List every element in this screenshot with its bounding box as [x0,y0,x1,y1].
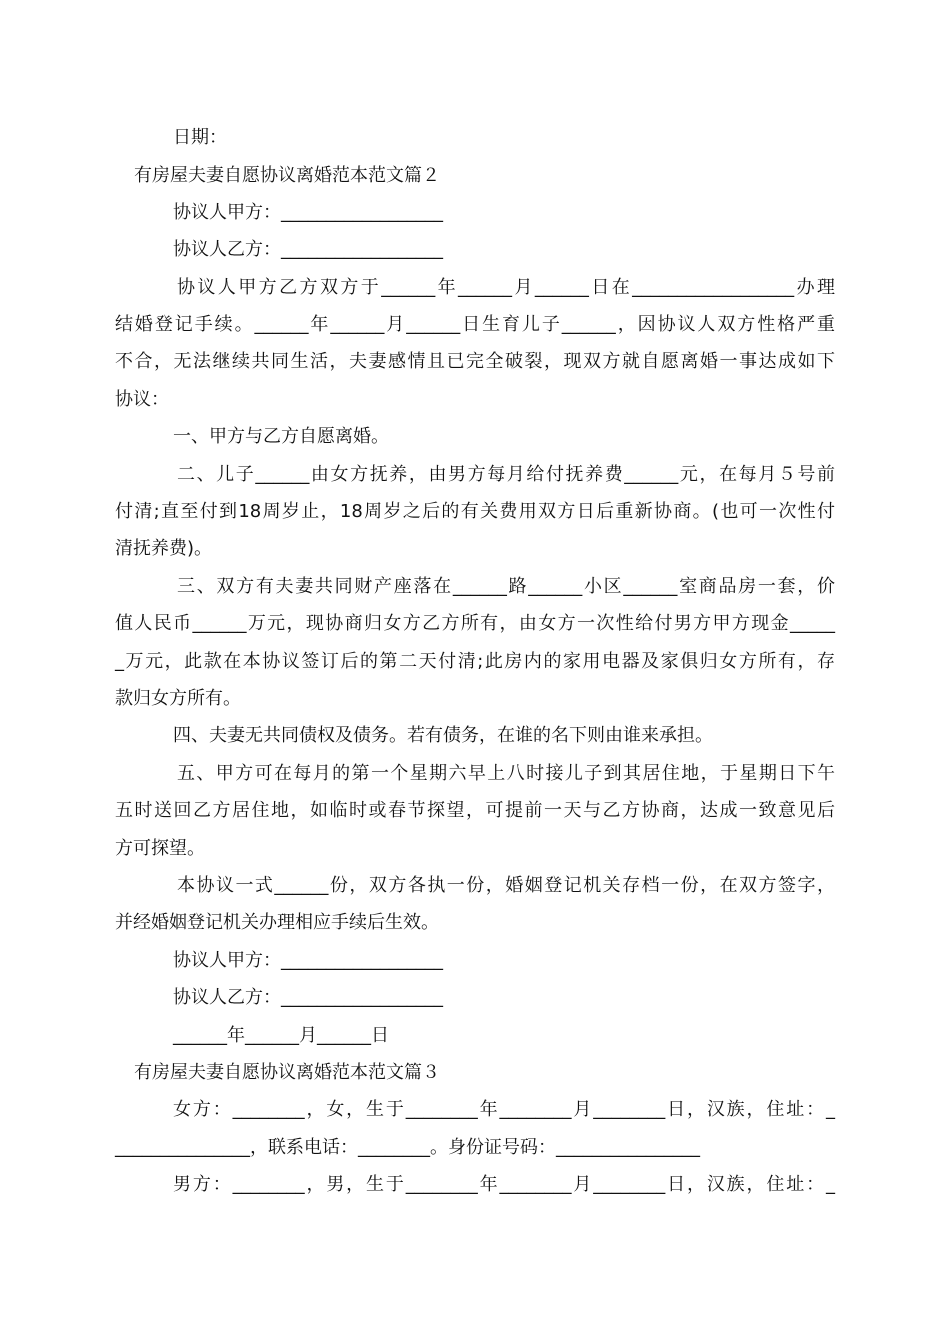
clause-2: 二、儿子______由女方抚养，由男方每月给付抚养费______元，在每月５号前 [177,464,835,485]
paragraph-line: 不合，无法继续共同生活，夫妻感情且已完全破裂，现双方就自愿离婚一事达成如下 [115,351,835,372]
paragraph-line: _万元，此款在本协议签订后的第二天付清;此房内的家用电器及家俱归女方所有，存 [115,651,835,672]
section-heading-2: 有房屋夫妻自愿协议离婚范本范文篇２ [134,165,440,186]
male-party-line: 男方：________，男，生于________年________月________日，汉族，住址：_ [173,1174,835,1195]
female-party-contact: _______________，联系电话：________。身份证号码：________________ [115,1137,700,1158]
agreement-copies: 本协议一式______份，双方各执一份，婚姻登记机关存档一份，在双方签字， [177,875,835,896]
paragraph-line: 五时送回乙方居住地，如临时或春节探望，可提前一天与乙方协商，达成一致意见后 [115,800,835,821]
female-party-line: 女方：________，女，生于________年________月________日，汉族，住址：_ [173,1099,835,1120]
paragraph-line: 协议： [115,389,169,410]
paragraph-line: 清抚养费)。 [115,538,213,559]
paragraph-line: 付清;直至付到18周岁止，18周岁之后的有关费用双方日后重新协商。(也可一次性付 [115,501,835,522]
clause-1: 一、甲方与乙方自愿离婚。 [173,426,389,447]
clause-5: 五、甲方可在每月的第一个星期六早上八时接儿子到其居住地，于星期日下午 [177,763,835,784]
party-a-line: 协议人甲方：__________________ [173,202,443,223]
paragraph-line: 款归女方所有。 [115,688,241,709]
date-label: 日期： [173,127,227,148]
party-b-line: 协议人乙方：__________________ [173,239,443,260]
signature-date: ______年______月______日 [173,1025,389,1046]
paragraph-line: 并经婚姻登记机关办理相应手续后生效。 [115,912,439,933]
signature-party-b: 协议人乙方：__________________ [173,987,443,1008]
clause-4: 四、夫妻无共同债权及债务。若有债务，在谁的名下则由谁来承担。 [173,725,713,746]
signature-party-a: 协议人甲方：__________________ [173,950,443,971]
paragraph-line: 值人民币______万元，现协商归女方乙方所有，由女方一次性给付男方甲方现金_____ [115,613,835,634]
paragraph-line: 协议人甲方乙方双方于______年______月______日在__________________办理 [177,277,835,298]
section-heading-3: 有房屋夫妻自愿协议离婚范本范文篇３ [134,1062,440,1083]
paragraph-line: 结婚登记手续。______年______月______日生育儿子______，因协议人双方性格严重 [115,314,835,335]
clause-3: 三、双方有夫妻共同财产座落在______路______小区______室商品房一套，价 [177,576,835,597]
paragraph-line: 方可探望。 [115,838,205,859]
